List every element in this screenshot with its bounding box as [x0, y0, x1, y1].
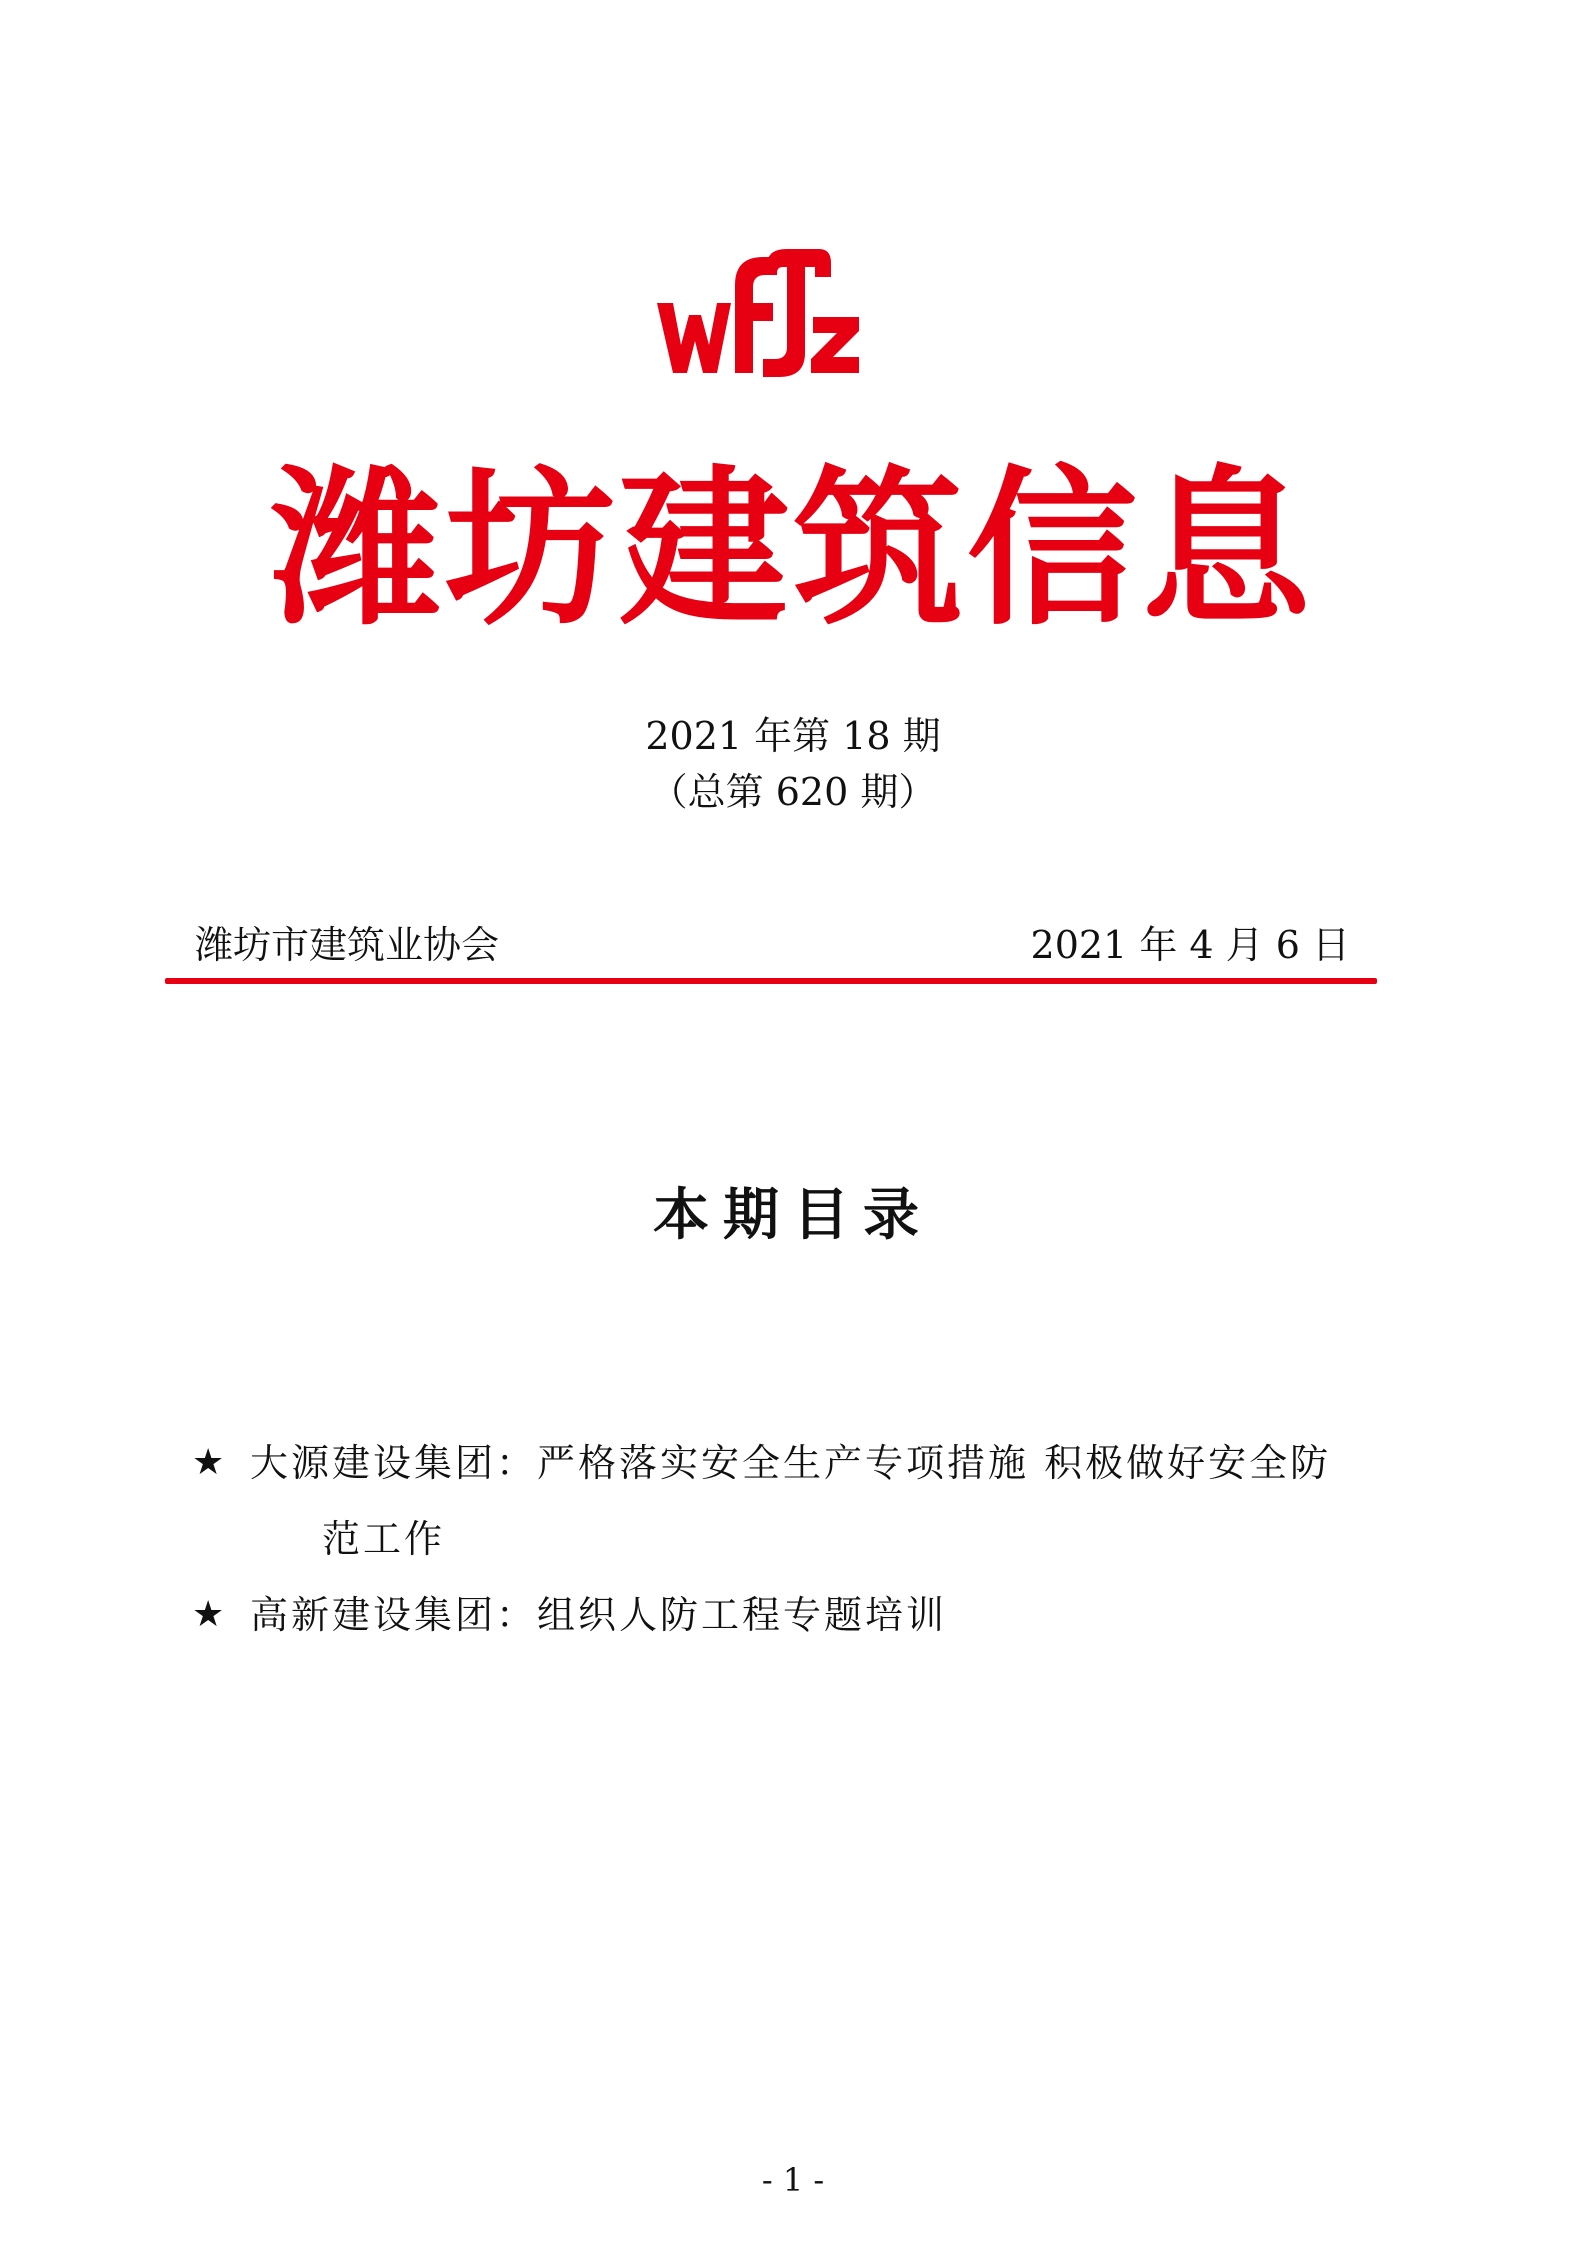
toc-heading: 本期目录 — [653, 1182, 933, 1248]
publish-date: 2021 年 4 月 6 日 — [1030, 923, 1350, 967]
toc-item-text: 大源建设集团：严格落实安全生产专项措施 积极做好安全防 — [250, 1441, 1332, 1485]
header-divider — [165, 978, 1377, 984]
toc-item-text-continued: 范工作 — [322, 1517, 446, 1561]
toc-list — [192, 1425, 1412, 1653]
total-issue-number: （总第 620 期） — [649, 770, 937, 814]
star-icon: ★ — [192, 1594, 228, 1635]
toc-item-text: 高新建设集团：组织人防工程专题培训 — [250, 1593, 948, 1637]
publication-title: 潍坊建筑信息 — [270, 451, 1315, 649]
issue-number: 2021 年第 18 期 — [645, 714, 941, 758]
publisher-name: 潍坊市建筑业协会 — [195, 923, 500, 967]
publisher-row — [195, 920, 1350, 970]
page-number: - 1 - — [761, 2161, 825, 2199]
star-icon: ★ — [192, 1442, 228, 1483]
wfjz-logo — [655, 245, 860, 380]
toc-item[interactable] — [192, 1425, 1412, 1577]
toc-item[interactable] — [192, 1577, 1412, 1653]
